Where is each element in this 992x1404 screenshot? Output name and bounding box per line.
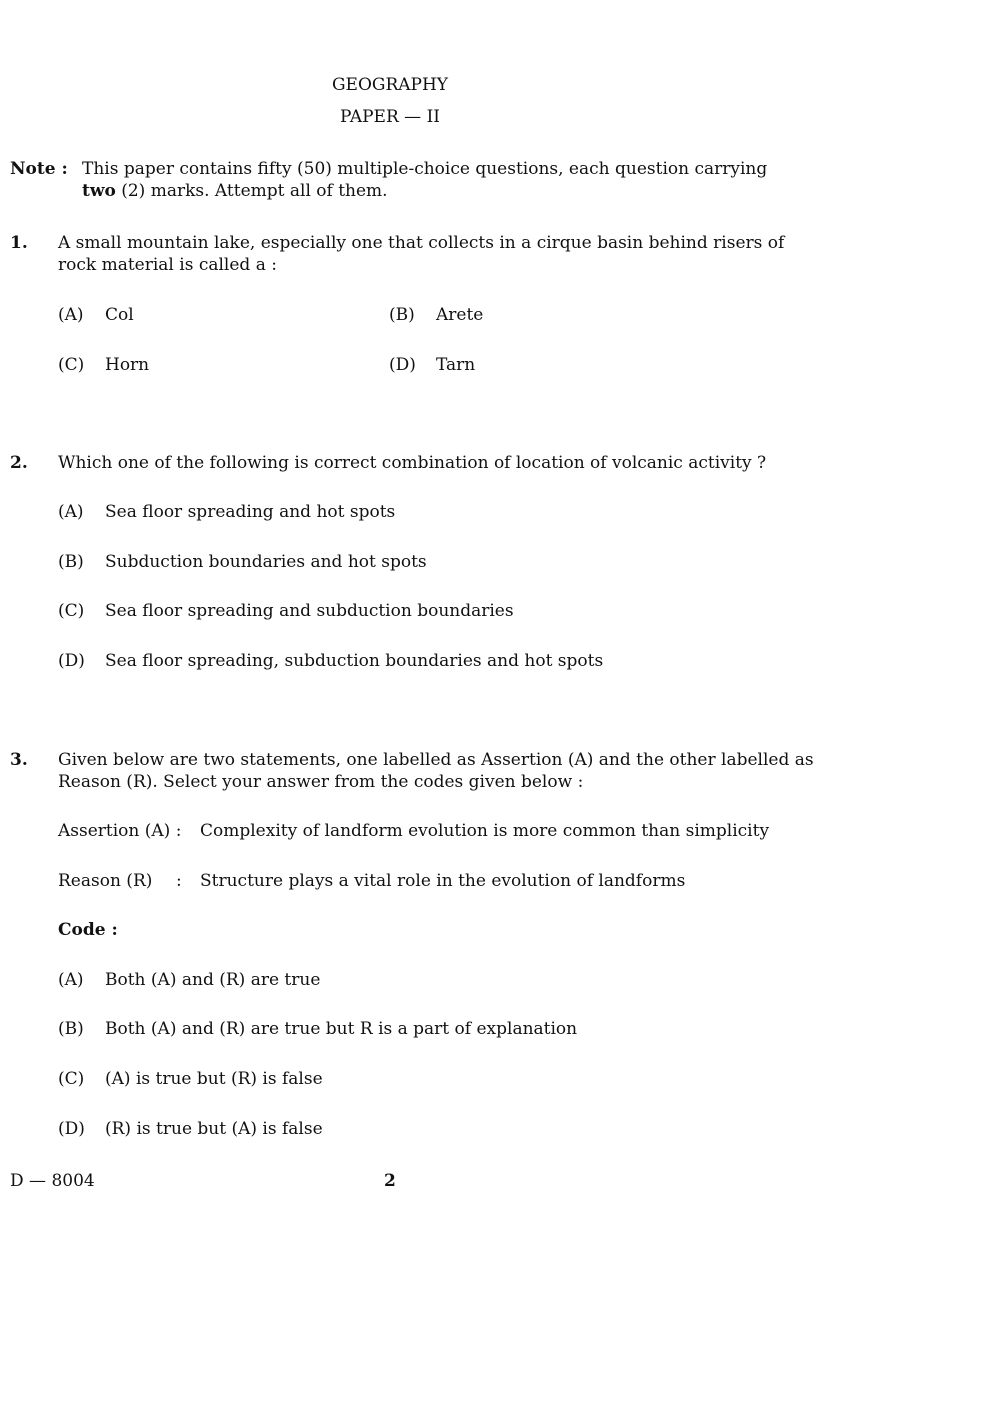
- option-text: Tarn: [436, 355, 476, 375]
- reason-colon: :: [176, 871, 182, 891]
- note-line-2: [82, 180, 388, 202]
- note-label: Note :: [10, 159, 68, 179]
- option-text: Both (A) and (R) are true but R is a part of explanation: [105, 1019, 578, 1039]
- question-3-option-b[interactable]: [58, 1018, 577, 1040]
- option-label: (D): [58, 1119, 85, 1139]
- option-text: (A) is true but (R) is false: [105, 1069, 323, 1089]
- question-1-line-2: rock material is called a :: [58, 255, 277, 275]
- question-2-option-c[interactable]: [58, 600, 514, 622]
- option-label: (D): [58, 651, 85, 671]
- option-text: Sea floor spreading, subduction boundaries and hot spots: [105, 651, 604, 671]
- question-2-option-b[interactable]: [58, 551, 427, 573]
- question-3-option-a[interactable]: [58, 969, 320, 991]
- option-label: (C): [58, 1069, 85, 1089]
- option-label: (C): [58, 601, 85, 621]
- paper-subtitle: PAPER — II: [339, 107, 441, 127]
- assertion-text: Complexity of landform evolution is more common than simplicity: [200, 821, 770, 841]
- question-3-option-c[interactable]: [58, 1068, 323, 1090]
- question-1-option-b[interactable]: [389, 304, 483, 326]
- question-1-line-1: A small mountain lake, especially one that collects in a cirque basin behind risers of: [58, 233, 785, 253]
- question-2-option-a[interactable]: [58, 501, 395, 523]
- option-text: Horn: [105, 355, 150, 375]
- question-2-line-1: Which one of the following is correct combination of location of volcanic activity ?: [58, 453, 767, 473]
- option-label: (B): [389, 305, 415, 325]
- question-2-option-d[interactable]: [58, 650, 603, 672]
- option-label: (A): [58, 502, 84, 522]
- question-3-line-2: Reason (R). Select your answer from the codes given below :: [58, 772, 584, 792]
- option-label: (B): [58, 1019, 84, 1039]
- note-line-1: This paper contains fifty (50) multiple-choice questions, each question carrying: [82, 159, 768, 179]
- reason-text: Structure plays a vital role in the evolution of landforms: [200, 871, 686, 891]
- question-1-option-c[interactable]: [58, 354, 149, 376]
- question-1-option-a[interactable]: [58, 304, 134, 326]
- question-3-option-d[interactable]: [58, 1118, 323, 1140]
- question-1-number: 1.: [10, 233, 28, 253]
- option-label: (D): [389, 355, 416, 375]
- page-title: GEOGRAPHY: [331, 75, 449, 95]
- option-text: (R) is true but (A) is false: [105, 1119, 323, 1139]
- option-text: Col: [105, 305, 134, 325]
- reason-label: Reason (R): [58, 871, 153, 891]
- question-1-option-d[interactable]: [389, 354, 475, 376]
- question-3-number: 3.: [10, 750, 28, 770]
- option-text: Arete: [436, 305, 484, 325]
- question-3-line-1: Given below are two statements, one labelled as Assertion (A) and the other labelled as: [58, 750, 814, 770]
- option-text: Both (A) and (R) are true: [105, 970, 321, 990]
- assertion-label: Assertion (A) :: [58, 821, 182, 841]
- question-2-number: 2.: [10, 453, 28, 473]
- note-marks-rest: (2) marks. Attempt all of them.: [115, 181, 388, 201]
- option-label: (A): [58, 970, 84, 990]
- option-text: Sea floor spreading and subduction boundaries: [105, 601, 514, 621]
- option-label: (C): [58, 355, 85, 375]
- option-text: Sea floor spreading and hot spots: [105, 502, 396, 522]
- option-text: Subduction boundaries and hot spots: [105, 552, 427, 572]
- code-label: Code :: [58, 920, 118, 940]
- footer-paper-code: D — 8004: [10, 1171, 95, 1191]
- page-number: 2: [384, 1171, 396, 1191]
- option-label: (B): [58, 552, 84, 572]
- option-label: (A): [58, 305, 84, 325]
- note-marks-bold: two: [82, 181, 116, 201]
